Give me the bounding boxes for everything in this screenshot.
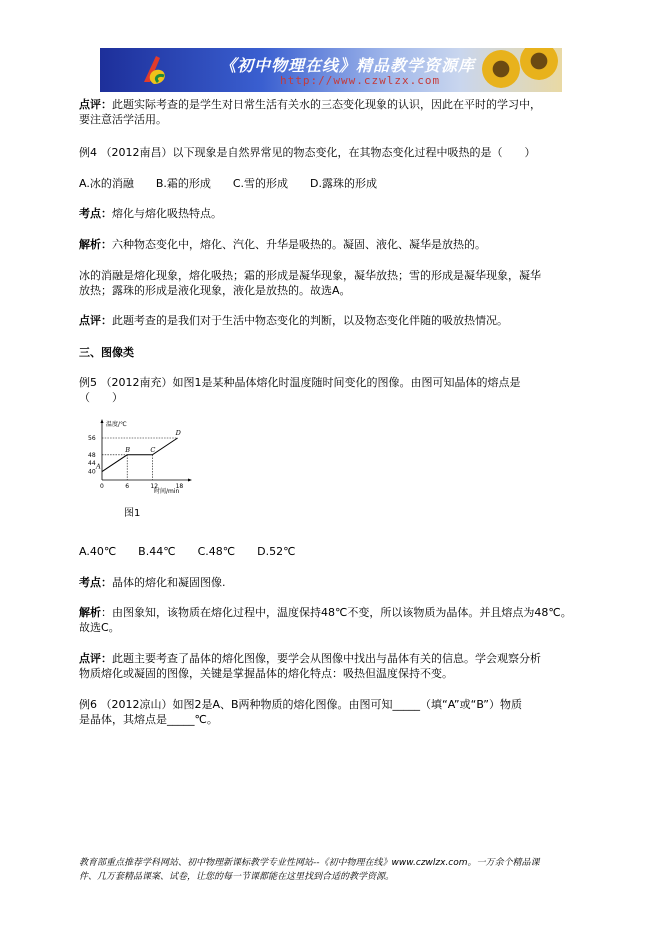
comment-1-cont: 要注意活学活用。	[79, 113, 167, 126]
section-heading: 三、图像类	[79, 346, 134, 359]
example-4-analysis: 解析：六种物态变化中，熔化、汽化、升华是吸热的。凝固、液化、凝华是放热的。	[79, 238, 486, 251]
x-axis-label: 时间/min	[154, 488, 180, 495]
example-5-question: 例5 （2012南充）如图1是某种晶体熔化时温度随时间变化的图像。由图可知晶体的熔点是	[79, 376, 521, 389]
page-footer	[79, 856, 599, 884]
example-4-analysis-2: 冰的消融是熔化现象，熔化吸热；霜的形成是凝华现象，凝华放热；雪的形成是凝华现象，凝华	[79, 269, 541, 282]
x-tick-label: 0	[100, 483, 104, 490]
footer-line-1: 教育部重点推荐学科网站、初中物理新课标教学专业性网站--《初中物理在线》www.czwlzx.com。一万余个精品课	[79, 858, 540, 868]
figure-caption: 图1	[124, 508, 141, 519]
y-tick-label: 48	[88, 451, 96, 459]
example-4-keypoint: 考点：熔化与熔化吸热特点。	[79, 207, 222, 220]
example-4-comment: 点评：此题考查的是我们对于生活中物态变化的判断，以及物态变化伴随的吸放热情况。	[79, 314, 508, 327]
example-5-question-cont: （ ）	[79, 391, 123, 404]
y-tick-label: 44	[88, 460, 96, 468]
example-4-options: A.冰的消融 B.霜的形成 C.雪的形成 D.露珠的形成	[79, 177, 378, 190]
site-logo-icon	[140, 52, 174, 88]
banner-url[interactable]: http://www.czwlzx.com	[280, 74, 441, 87]
x-tick-label: 18	[175, 483, 184, 490]
point-label: D	[175, 429, 181, 437]
sunflower-icon	[482, 50, 520, 88]
example-5-comment-cont: 物质熔化或凝固的图像，关键是掌握晶体的熔化特点：吸热但温度保持不变。	[79, 667, 453, 680]
y-tick-label: 56	[88, 435, 96, 442]
example-5-comment: 点评：此题主要考查了晶体的熔化图像，要学会从图像中找出与晶体有关的信息。学会观察分析	[79, 652, 541, 665]
y-tick-label: 40	[88, 468, 96, 476]
example-5-options: A.40℃ B.44℃ C.48℃ D.52℃	[79, 545, 296, 558]
example-5-keypoint: 考点：晶体的熔化和凝固图像.	[79, 576, 226, 589]
comment-1: 点评：此题实际考查的是学生对日常生活有关水的三态变化现象的认识，因此在平时的学习中，	[79, 98, 541, 111]
example-4-analysis-2-cont: 放热；露珠的形成是液化现象，液化是放热的。故选A。	[79, 284, 351, 297]
x-tick-label: 6	[125, 483, 130, 490]
y-axis-arrow	[101, 419, 104, 423]
sunflower-icon	[520, 48, 558, 80]
banner-title: 《初中物理在线》精品教学资源库	[220, 56, 476, 75]
point-label: B	[125, 445, 130, 454]
example-6-question-cont: 是晶体，其熔点是_____℃。	[79, 713, 218, 726]
point-label: A	[96, 462, 101, 471]
footer-line-2: 件、几万套精品课案、试卷，让您的每一节课都能在这里找到合适的教学资源。	[79, 872, 395, 882]
example-4-question: 例4 （2012南昌）以下现象是自然界常见的物态变化，在其物态变化过程中吸热的是（ ）	[79, 146, 536, 159]
melting-graph	[86, 418, 196, 498]
y-axis-label: 温度/℃	[106, 421, 127, 428]
x-axis-arrow	[188, 479, 192, 482]
example-5-analysis-cont: 故选C。	[79, 621, 120, 634]
point-label: C	[150, 445, 156, 454]
header-banner	[100, 48, 562, 92]
example-5-analysis: 解析：由图象知，该物质在熔化过程中，温度保持48℃不变，所以该物质为晶体。并且熔点为48℃。	[79, 606, 572, 619]
x-tick-label: 12	[150, 483, 159, 490]
example-6-question: 例6 （2012凉山）如图2是A、B两种物质的熔化图像。由图可知_____（填“A”或“B”）物质	[79, 698, 522, 711]
